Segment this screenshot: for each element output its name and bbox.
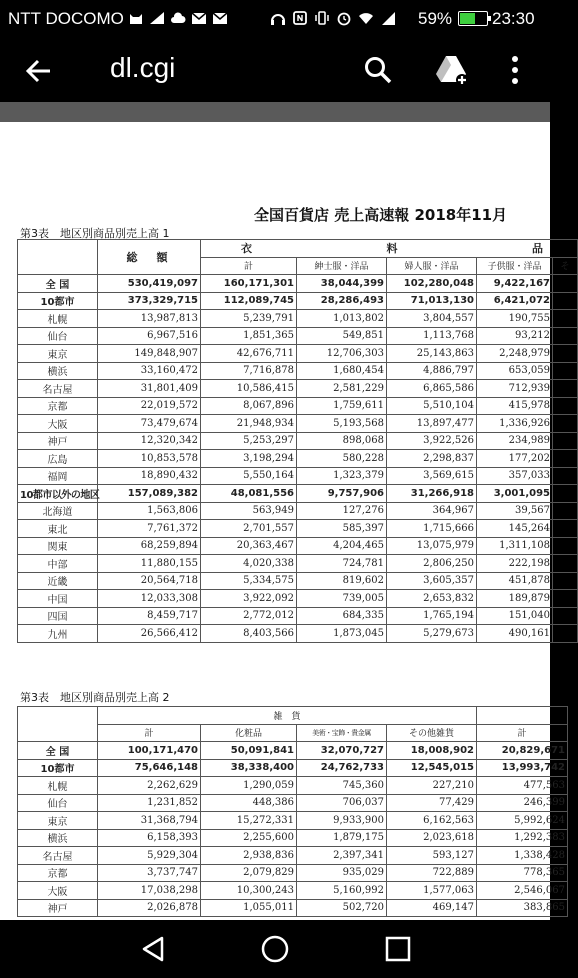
table1-value-cell: 3,922,526	[387, 432, 477, 450]
table1-blank-cell	[553, 450, 578, 468]
table1-group-char: 品	[532, 242, 544, 256]
table1-blank-cell	[553, 467, 578, 485]
table1-value-cell: 3,605,357	[387, 572, 477, 590]
table1-row	[18, 432, 578, 450]
table1-value-cell: 112,089,745	[201, 292, 297, 310]
table1-value-cell: 4,020,338	[201, 555, 297, 573]
table2-value-cell: 32,070,727	[297, 742, 387, 760]
table1-region-cell: 京都	[18, 397, 98, 415]
battery-percent: 59%	[418, 9, 453, 28]
document-viewer[interactable]	[0, 122, 570, 920]
table1-value-cell: 1,851,365	[201, 327, 297, 345]
table2-value-cell: 227,210	[387, 777, 477, 795]
table1-value-cell: 6,865,586	[387, 380, 477, 398]
table1-blank-cell	[553, 590, 578, 608]
table1-blank-cell	[553, 397, 578, 415]
table1-value-cell: 2,653,832	[387, 590, 477, 608]
table1-value-cell: 39,567	[477, 502, 553, 520]
table1-blank-cell	[553, 327, 578, 345]
table1-value-cell: 160,171,301	[201, 275, 297, 293]
table2-row	[18, 777, 568, 795]
table1-value-cell: 3,922,092	[201, 590, 297, 608]
table2-header-blank	[477, 707, 568, 725]
table1-value-cell: 12,320,342	[98, 432, 201, 450]
table1-value-cell: 5,193,568	[297, 415, 387, 433]
table1-value-cell: 3,569,615	[387, 467, 477, 485]
table2-value-cell: 6,162,563	[387, 812, 477, 830]
table1-value-cell: 724,781	[297, 555, 387, 573]
table1-value-cell: 2,806,250	[387, 555, 477, 573]
app-bar	[0, 38, 550, 102]
navigation-bar	[0, 920, 550, 978]
cat-icon	[128, 10, 144, 26]
table1-value-cell: 20,363,467	[201, 537, 297, 555]
table1-header-total: 総 額	[98, 240, 201, 275]
table1-value-cell: 898,068	[297, 432, 387, 450]
search-icon[interactable]	[362, 54, 394, 86]
table1-region-cell: 10都市以外の地区	[18, 485, 98, 503]
table2-value-cell: 50,091,841	[201, 742, 297, 760]
table1-value-cell: 373,329,715	[98, 292, 201, 310]
table1-value-cell: 18,890,432	[98, 467, 201, 485]
table1-blank-cell	[553, 415, 578, 433]
table2-row	[18, 742, 568, 760]
table1-value-cell: 653,059	[477, 362, 553, 380]
table2-value-cell: 1,290,059	[201, 777, 297, 795]
table2-region-cell: 仙台	[18, 794, 98, 812]
table1-value-cell: 157,089,382	[98, 485, 201, 503]
table2-value-cell: 31,368,794	[98, 812, 201, 830]
table1-value-cell: 48,081,556	[201, 485, 297, 503]
table1-value-cell: 1,680,454	[297, 362, 387, 380]
table2-row	[18, 847, 568, 865]
table1-blank-cell	[553, 275, 578, 293]
table2-value-cell: 15,272,331	[201, 812, 297, 830]
table1-region-cell: 中国	[18, 590, 98, 608]
table2-col-header: 計	[477, 724, 568, 742]
table1-value-cell: 6,967,516	[98, 327, 201, 345]
table1-value-cell: 1,765,194	[387, 607, 477, 625]
table2-value-cell: 935,029	[297, 864, 387, 882]
table1-header-group	[201, 240, 578, 258]
table1-value-cell: 189,879	[477, 590, 553, 608]
table1-value-cell: 7,716,878	[201, 362, 297, 380]
table1-value-cell: 13,075,979	[387, 537, 477, 555]
table1-blank-cell	[553, 362, 578, 380]
table1-value-cell: 13,987,813	[98, 310, 201, 328]
table1-value-cell: 2,581,229	[297, 380, 387, 398]
table1-value-cell: 102,280,048	[387, 275, 477, 293]
table1-region-cell: 東京	[18, 345, 98, 363]
table2-value-cell: 100,171,470	[98, 742, 201, 760]
table1-value-cell: 190,755	[477, 310, 553, 328]
table1-value-cell: 549,851	[297, 327, 387, 345]
table1-value-cell: 127,276	[297, 502, 387, 520]
table1-blank-cell	[553, 607, 578, 625]
table1-row	[18, 572, 578, 590]
nfc-icon	[292, 10, 308, 26]
table2-value-cell: 1,879,175	[297, 829, 387, 847]
battery-icon	[458, 11, 488, 26]
table1-value-cell: 819,602	[297, 572, 387, 590]
table1-region-cell: 仙台	[18, 327, 98, 345]
table2-region-cell: 札幌	[18, 777, 98, 795]
table1-value-cell: 93,212	[477, 327, 553, 345]
table1-value-cell: 10,586,415	[201, 380, 297, 398]
table1-row	[18, 590, 578, 608]
table2-region-cell: 大阪	[18, 882, 98, 900]
table1-value-cell: 12,033,308	[98, 590, 201, 608]
table1-value-cell: 5,253,297	[201, 432, 297, 450]
table1-row	[18, 625, 578, 643]
table1-value-cell: 151,040	[477, 607, 553, 625]
table1-region-cell: 横浜	[18, 362, 98, 380]
table1-value-cell: 28,286,493	[297, 292, 387, 310]
table2-value-cell: 17,038,298	[98, 882, 201, 900]
table1-value-cell: 1,336,926	[477, 415, 553, 433]
table1-value-cell: 364,967	[387, 502, 477, 520]
table1-value-cell: 8,403,566	[201, 625, 297, 643]
table2-value-cell: 383,865	[477, 899, 568, 917]
table1-caption: 第3表 地区別商品別売上高 1	[20, 227, 170, 240]
table1-value-cell: 1,873,045	[297, 625, 387, 643]
table1-value-cell: 739,005	[297, 590, 387, 608]
table1-region-cell: 大阪	[18, 415, 98, 433]
table1-row	[18, 380, 578, 398]
clock: 23:30	[492, 9, 535, 28]
table2-value-cell: 502,720	[297, 899, 387, 917]
table1-corner	[18, 240, 98, 275]
table1-value-cell: 8,459,717	[98, 607, 201, 625]
table2-value-cell: 77,429	[387, 794, 477, 812]
cell-signal-icon	[380, 10, 396, 26]
table2-corner	[18, 707, 98, 742]
signal-alert-icon	[149, 10, 165, 26]
table1-region-cell: 名古屋	[18, 380, 98, 398]
table1-col-header: そ	[553, 257, 578, 275]
table2-value-cell: 706,037	[297, 794, 387, 812]
table1-value-cell: 222,198	[477, 555, 553, 573]
table1-value-cell: 6,421,072	[477, 292, 553, 310]
table2-value-cell: 722,889	[387, 864, 477, 882]
home-circle-icon[interactable]	[260, 934, 290, 964]
table2-row	[18, 882, 568, 900]
table2-value-cell: 1,577,063	[387, 882, 477, 900]
report-title: 全国百貨店 売上高速報 2018年11月	[254, 206, 508, 224]
table2-value-cell: 1,055,011	[201, 899, 297, 917]
table1-col-header: 婦人服・洋品	[387, 257, 477, 275]
table1-value-cell: 12,706,303	[297, 345, 387, 363]
table1-value-cell: 1,759,611	[297, 397, 387, 415]
table2-row	[18, 759, 568, 777]
table1-row	[18, 310, 578, 328]
table1-value-cell: 177,202	[477, 450, 553, 468]
table1-row	[18, 607, 578, 625]
table1-col-header: 紳士服・洋品	[297, 257, 387, 275]
table2-value-cell: 448,386	[201, 794, 297, 812]
table1-region-cell: 神戸	[18, 432, 98, 450]
table1-value-cell: 31,801,409	[98, 380, 201, 398]
table1-value-cell: 1,113,768	[387, 327, 477, 345]
table2-row	[18, 899, 568, 917]
table1-blank-cell	[553, 485, 578, 503]
table2-region-cell: 京都	[18, 864, 98, 882]
table2-value-cell: 5,992,624	[477, 812, 568, 830]
table2-header-group: 雑 貨	[98, 707, 477, 725]
table1-region-cell: 福岡	[18, 467, 98, 485]
headphones-icon	[270, 10, 286, 26]
table1-value-cell: 2,701,557	[201, 520, 297, 538]
table2-value-cell: 745,360	[297, 777, 387, 795]
table1-value-cell: 21,948,934	[201, 415, 297, 433]
back-triangle-icon[interactable]	[138, 934, 168, 964]
status-bar	[0, 0, 550, 38]
table2-value-cell: 18,008,902	[387, 742, 477, 760]
table1-value-cell: 5,510,104	[387, 397, 477, 415]
table2-col-header: その他雑貨	[387, 724, 477, 742]
table1-region-cell: 札幌	[18, 310, 98, 328]
table2-value-cell: 12,545,015	[387, 759, 477, 777]
table1-value-cell: 684,335	[297, 607, 387, 625]
table1-region-cell: 四国	[18, 607, 98, 625]
table1-region-cell: 九州	[18, 625, 98, 643]
table2-value-cell: 13,993,742	[477, 759, 568, 777]
table1-value-cell: 5,334,575	[201, 572, 297, 590]
table2-value-cell: 593,127	[387, 847, 477, 865]
table2-value-cell: 6,158,393	[98, 829, 201, 847]
table1-value-cell: 73,479,674	[98, 415, 201, 433]
table2-value-cell: 477,563	[477, 777, 568, 795]
table2-region-cell: 10都市	[18, 759, 98, 777]
table1-value-cell: 11,880,155	[98, 555, 201, 573]
table1-row	[18, 345, 578, 363]
table1-row	[18, 450, 578, 468]
table1-value-cell: 3,198,294	[201, 450, 297, 468]
table2-value-cell: 2,255,600	[201, 829, 297, 847]
table1-value-cell: 149,848,907	[98, 345, 201, 363]
table1-value-cell: 5,550,164	[201, 467, 297, 485]
table1-value-cell: 68,259,894	[98, 537, 201, 555]
cloud-icon	[170, 10, 186, 26]
table1-row	[18, 415, 578, 433]
table1-value-cell: 22,019,572	[98, 397, 201, 415]
table1-value-cell: 4,204,465	[297, 537, 387, 555]
table1-row	[18, 397, 578, 415]
table1-value-cell: 31,266,918	[387, 485, 477, 503]
table1-value-cell: 3,001,095	[477, 485, 553, 503]
table1-col-header: 子供服・洋品	[477, 257, 553, 275]
table1-value-cell: 33,160,472	[98, 362, 201, 380]
table1-group-char: 衣	[241, 242, 252, 256]
table1-value-cell: 3,804,557	[387, 310, 477, 328]
table1-value-cell: 145,264	[477, 520, 553, 538]
table1-value-cell: 1,323,379	[297, 467, 387, 485]
table1-value-cell: 234,989	[477, 432, 553, 450]
table1-row	[18, 327, 578, 345]
table2-value-cell: 1,338,428	[477, 847, 568, 865]
table1-row	[18, 537, 578, 555]
toolbar-shadow	[0, 102, 550, 122]
table2-col-header: 美術・宝飾・貴金属	[297, 724, 387, 742]
table1-blank-cell	[553, 432, 578, 450]
table1-blank-cell	[553, 572, 578, 590]
table2-value-cell: 5,929,304	[98, 847, 201, 865]
table1-value-cell: 9,757,906	[297, 485, 387, 503]
table2-value-cell: 75,646,148	[98, 759, 201, 777]
table2-value-cell: 2,023,618	[387, 829, 477, 847]
table1-region-cell: 全 国	[18, 275, 98, 293]
table2-region-cell: 全 国	[18, 742, 98, 760]
table1-value-cell: 26,566,412	[98, 625, 201, 643]
table1-value-cell: 42,676,711	[201, 345, 297, 363]
table1-value-cell: 712,939	[477, 380, 553, 398]
back-arrow-icon[interactable]	[22, 54, 56, 88]
table2-value-cell: 2,397,341	[297, 847, 387, 865]
table1-blank-cell	[553, 380, 578, 398]
alarm-icon	[336, 10, 352, 26]
mail-icon	[191, 10, 207, 26]
table2-col-header: 化粧品	[201, 724, 297, 742]
table1-value-cell: 4,886,797	[387, 362, 477, 380]
table2-value-cell: 2,079,829	[201, 864, 297, 882]
table1-region-cell: 関東	[18, 537, 98, 555]
table1-row	[18, 362, 578, 380]
table2-value-cell: 5,160,992	[297, 882, 387, 900]
table2-region-cell: 横浜	[18, 829, 98, 847]
table2-value-cell: 10,300,243	[201, 882, 297, 900]
table1-value-cell: 71,013,130	[387, 292, 477, 310]
table2-value-cell: 469,147	[387, 899, 477, 917]
table1-region-cell: 10都市	[18, 292, 98, 310]
table2-region-cell: 東京	[18, 812, 98, 830]
table1-value-cell: 1,013,802	[297, 310, 387, 328]
table1-blank-cell	[553, 537, 578, 555]
table2-caption: 第3表 地区別商品別売上高 2	[20, 691, 170, 704]
table1-value-cell: 357,033	[477, 467, 553, 485]
table2-row	[18, 794, 568, 812]
table1-blank-cell	[553, 502, 578, 520]
table2-value-cell: 3,737,747	[98, 864, 201, 882]
table2-value-cell: 38,338,400	[201, 759, 297, 777]
carrier-name: NTT DOCOMO	[8, 9, 124, 28]
table2-value-cell: 2,026,878	[98, 899, 201, 917]
table1-row	[18, 520, 578, 538]
page-title: dl.cgi	[110, 52, 176, 83]
table1-value-cell: 10,853,578	[98, 450, 201, 468]
table2-row	[18, 864, 568, 882]
table2-value-cell: 24,762,733	[297, 759, 387, 777]
table1-row	[18, 485, 578, 503]
table1-value-cell: 563,949	[201, 502, 297, 520]
table1-region-cell: 広島	[18, 450, 98, 468]
table1-value-cell: 1,563,806	[98, 502, 201, 520]
table1-value-cell: 5,239,791	[201, 310, 297, 328]
table2	[17, 706, 568, 917]
table1-value-cell: 490,161	[477, 625, 553, 643]
table2-region-cell: 神戸	[18, 899, 98, 917]
table1-value-cell: 13,897,477	[387, 415, 477, 433]
table2-row	[18, 812, 568, 830]
table1-value-cell: 7,761,372	[98, 520, 201, 538]
table2-value-cell: 2,546,067	[477, 882, 568, 900]
mail-icon	[212, 10, 228, 26]
table1-blank-cell	[553, 520, 578, 538]
table1-value-cell: 9,422,167	[477, 275, 553, 293]
table2-value-cell: 2,938,836	[201, 847, 297, 865]
table2-value-cell: 1,292,383	[477, 829, 568, 847]
table1-region-cell: 中部	[18, 555, 98, 573]
more-vert-icon[interactable]	[504, 54, 526, 86]
vibrate-icon	[314, 10, 330, 26]
table1-value-cell: 530,419,097	[98, 275, 201, 293]
table1-value-cell: 2,248,979	[477, 345, 553, 363]
table1-region-cell: 東北	[18, 520, 98, 538]
table1-group-char: 料	[386, 242, 398, 256]
table1-region-cell: 近畿	[18, 572, 98, 590]
table2-region-cell: 名古屋	[18, 847, 98, 865]
table1	[17, 239, 578, 643]
table1-value-cell: 2,298,837	[387, 450, 477, 468]
table2-value-cell: 2,262,629	[98, 777, 201, 795]
table2-value-cell: 20,829,671	[477, 742, 568, 760]
drive-add-icon[interactable]	[434, 52, 470, 88]
table1-blank-cell	[553, 310, 578, 328]
table1-value-cell: 38,044,399	[297, 275, 387, 293]
table1-value-cell: 5,279,673	[387, 625, 477, 643]
recents-square-icon[interactable]	[383, 934, 413, 964]
table1-value-cell: 1,715,666	[387, 520, 477, 538]
table1-value-cell: 451,878	[477, 572, 553, 590]
table2-value-cell: 778,365	[477, 864, 568, 882]
table1-value-cell: 585,397	[297, 520, 387, 538]
table1-row	[18, 292, 578, 310]
table2-value-cell: 246,399	[477, 794, 568, 812]
table1-value-cell: 20,564,718	[98, 572, 201, 590]
table2-value-cell: 9,933,900	[297, 812, 387, 830]
table1-value-cell: 2,772,012	[201, 607, 297, 625]
table1-row	[18, 502, 578, 520]
table1-region-cell: 北海道	[18, 502, 98, 520]
table2-row	[18, 829, 568, 847]
table1-blank-cell	[553, 292, 578, 310]
table1-value-cell: 8,067,896	[201, 397, 297, 415]
table1-blank-cell	[553, 555, 578, 573]
table1-col-header: 計	[201, 257, 297, 275]
table1-row	[18, 467, 578, 485]
table1-row	[18, 555, 578, 573]
table1-blank-cell	[553, 345, 578, 363]
table1-blank-cell	[553, 625, 578, 643]
wifi-icon	[358, 10, 374, 26]
table1-row	[18, 275, 578, 293]
table1-value-cell: 415,978	[477, 397, 553, 415]
table1-value-cell: 580,228	[297, 450, 387, 468]
table1-value-cell: 25,143,863	[387, 345, 477, 363]
table1-value-cell: 1,311,108	[477, 537, 553, 555]
table2-value-cell: 1,231,852	[98, 794, 201, 812]
table2-col-header: 計	[98, 724, 201, 742]
